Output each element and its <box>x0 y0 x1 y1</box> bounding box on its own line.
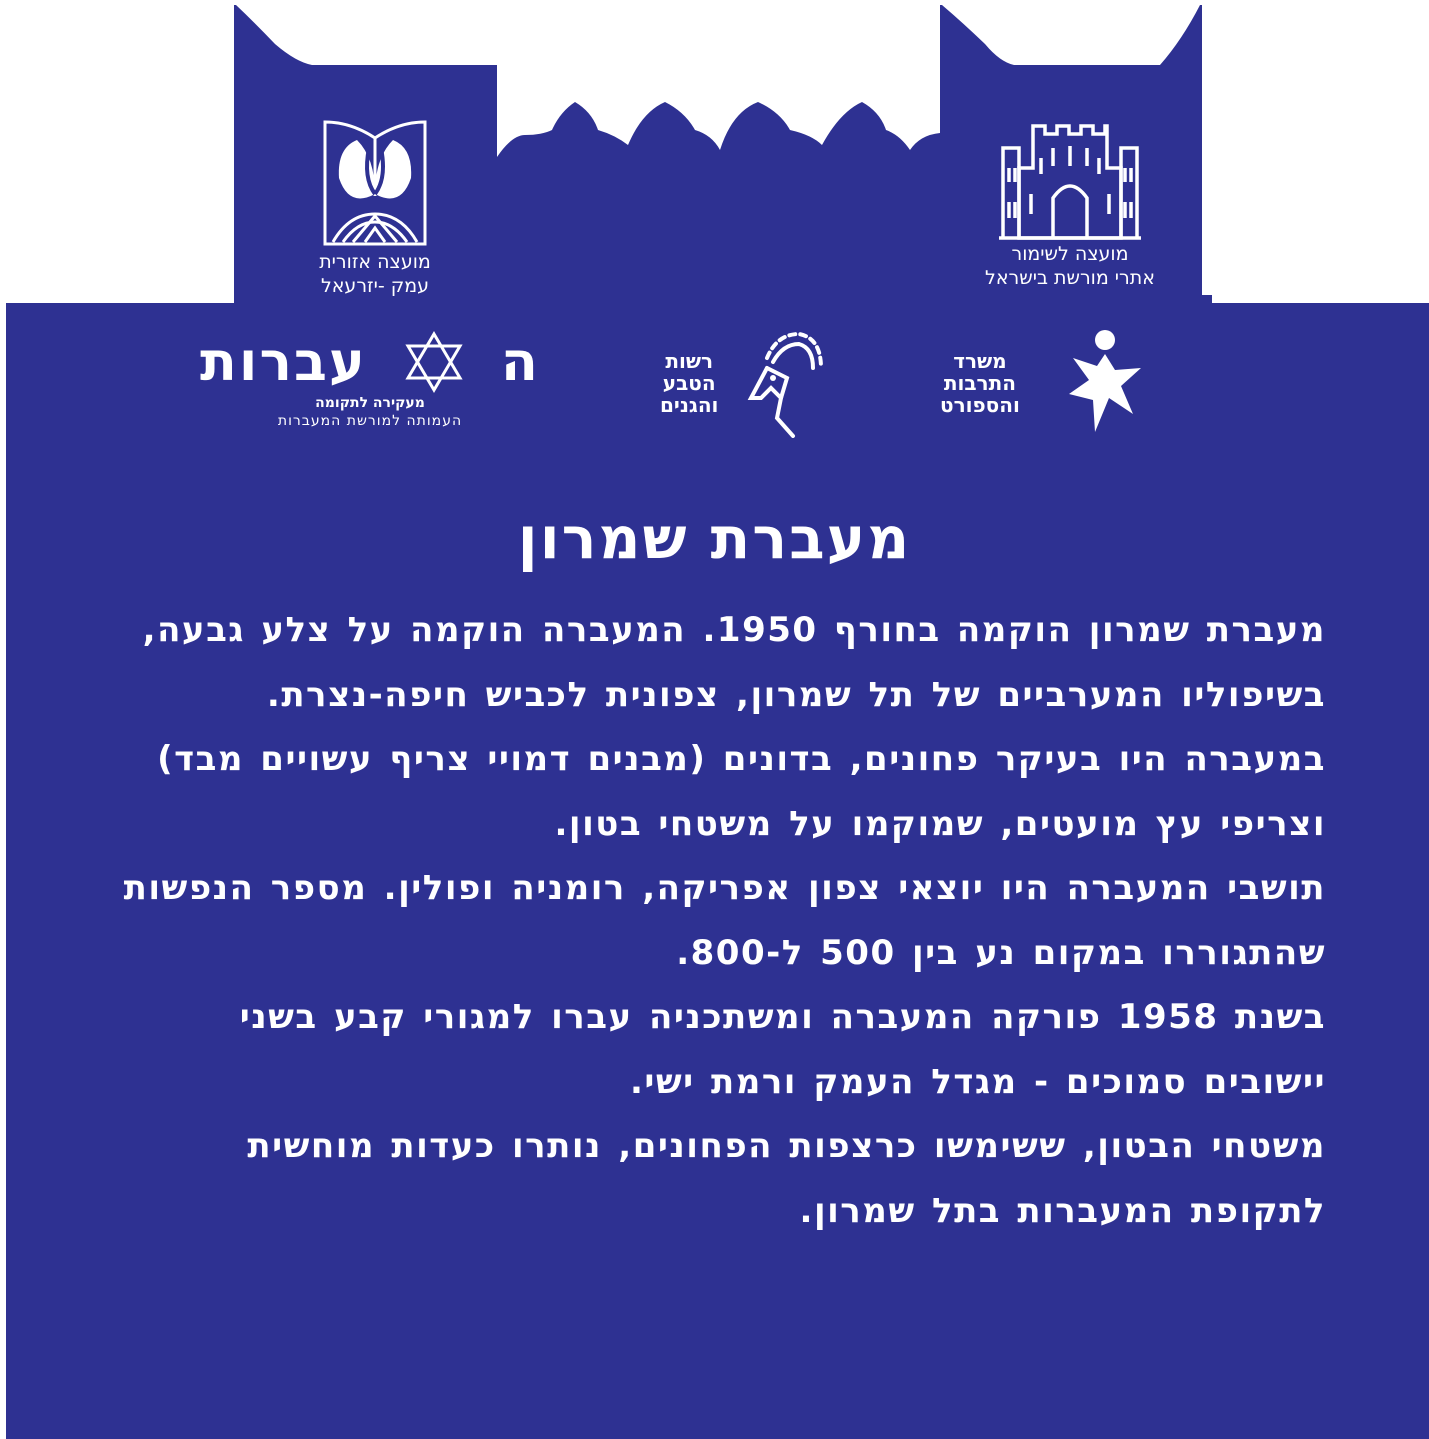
sign-body <box>108 598 1326 1243</box>
body-paragraph-buildings: במעברה היו בעיקר פחונים, בדונים (מבנים דמויי צריף עשויים מבד) וצריפי עץ מועטים, שמוקמו על משטחי בטון. <box>157 739 1326 844</box>
culture-sport-ministry-logo <box>940 328 1180 438</box>
nature-parks-authority-logo <box>660 328 840 438</box>
nature-parks-name <box>660 350 718 416</box>
heritage-council-line1: מועצה לשימור <box>1011 243 1129 265</box>
open-book-flower-emblem-icon <box>319 118 431 250</box>
maabarot-wordmark <box>200 330 540 394</box>
culture-ministry-line2: התרבות <box>943 371 1016 395</box>
maabarot-word-end: עברות <box>200 330 367 393</box>
maabarot-association-logo <box>200 330 540 430</box>
body-paragraph-founding: מעברת שמרון הוקמה בחורף 1950. המעברה הוקמה על צלע גבעה, בשיפוליו המערביים של תל שמרון, צפונית לכביש חיפה-נצרת. <box>142 610 1326 715</box>
star-of-david-icon <box>404 330 464 394</box>
body-paragraph-dismantling: בשנת 1958 פורקה המעברה ומשתכניה עברו למגורי קבע בשני יישובים סמוכים - מגדל העמק ורמת ישי. <box>239 997 1326 1102</box>
culture-ministry-line1: משרד <box>953 349 1007 373</box>
body-paragraph-residents: תושבי המעברה היו יוצאי צפון אפריקה, רומניה ופולין. מספר הנפשות שהתגוררו במקום נע בין 500 ל-800. <box>123 868 1326 973</box>
emek-yizrael-line2: עמק -יזרעאל <box>320 275 430 297</box>
emek-yizrael-logo <box>290 118 460 298</box>
culture-ministry-line3: והספורט <box>940 393 1020 417</box>
heritage-council-logo <box>950 118 1190 290</box>
emek-yizrael-line1: מועצה אזורית <box>319 251 431 273</box>
star-figure-icon <box>1065 328 1145 438</box>
maabarot-word-start: ה <box>500 330 540 393</box>
nature-parks-line1: רשות <box>665 349 714 373</box>
maabarot-tagline: מעקירה לתקומה <box>315 395 425 411</box>
culture-ministry-name <box>940 350 1020 416</box>
heritage-council-line2: אתרי מורשת בישראל <box>985 267 1155 289</box>
ibex-head-icon <box>737 328 827 438</box>
nature-parks-line3: והגנים <box>660 393 719 417</box>
maabarot-association-name: העמותה למורשת המעברות <box>277 413 463 429</box>
historic-building-icon <box>995 118 1145 242</box>
body-paragraph-remains: משטחי הבטון, ששימשו כרצפות הפחונים, נותרו כעדות מוחשית לתקופת המעברות בתל שמרון. <box>247 1126 1326 1231</box>
sign-title: מעברת שמרון <box>517 504 912 572</box>
nature-parks-line2: הטבע <box>662 371 716 395</box>
